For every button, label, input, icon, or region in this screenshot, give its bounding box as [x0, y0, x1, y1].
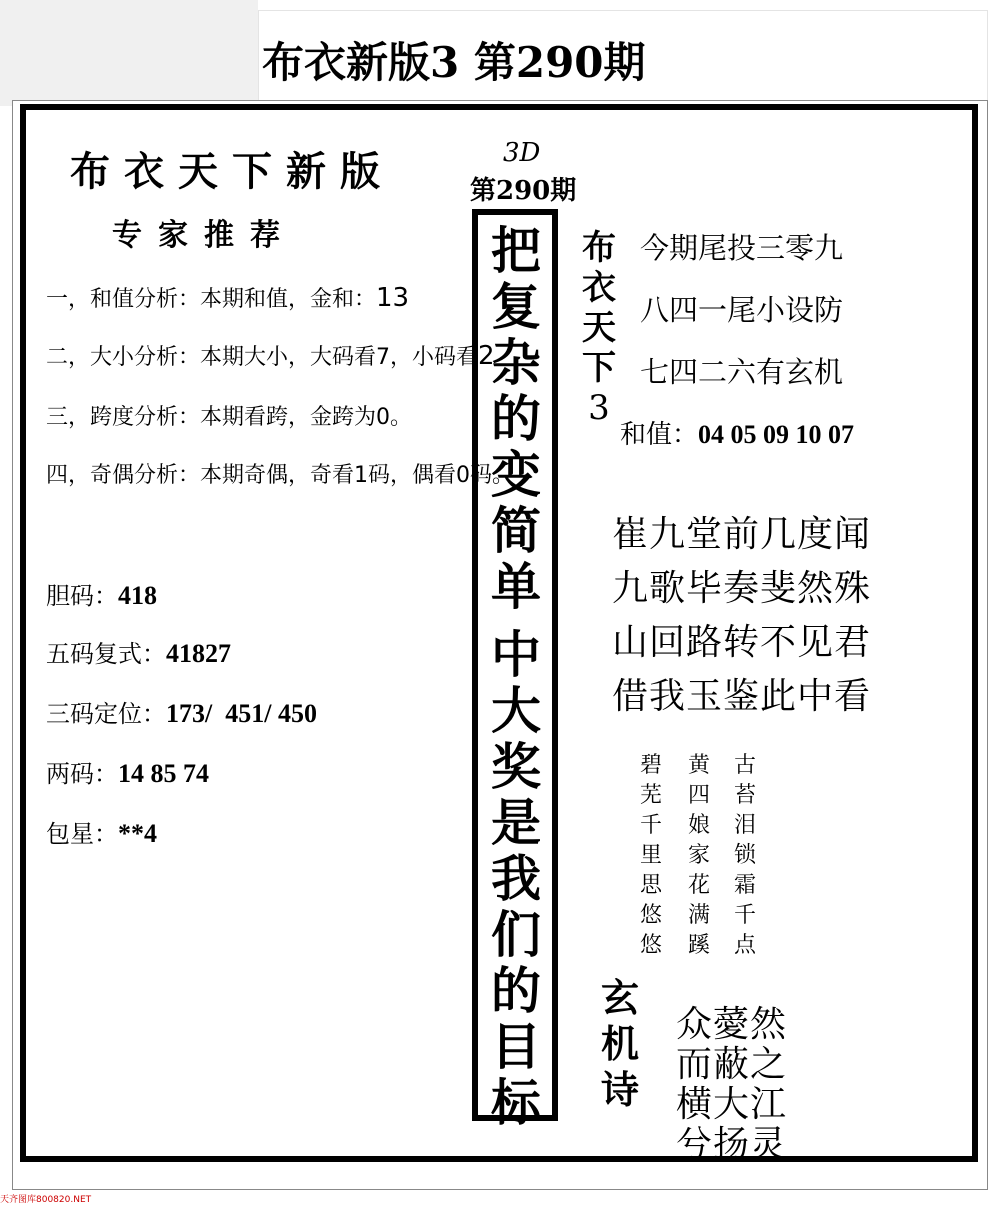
grid-char: 点	[734, 933, 757, 958]
analysis-label: 二，大小分析：本期大小，大码看7，小码看	[46, 345, 478, 370]
slogan-char: 的	[491, 961, 541, 1020]
rhyme-line-1: 今期尾投三零九	[640, 231, 844, 265]
pick-value: 173/ 451/ 450	[166, 699, 317, 728]
grid-char: 锁	[734, 843, 757, 868]
slogan-char: 把	[491, 221, 541, 280]
pick-two-code	[46, 754, 209, 789]
footer-watermark: 天齐图库800820.NET	[0, 1195, 92, 1205]
pick-label: 三码定位：	[46, 700, 166, 728]
stamp-char: 布	[582, 228, 616, 268]
slogan-char: 变	[491, 445, 541, 504]
slogan-char: 奖	[491, 737, 541, 796]
issue-number: 第290期	[470, 176, 577, 206]
grid-char: 四	[688, 783, 711, 808]
mystery-title-char: 诗	[600, 1067, 639, 1112]
analysis-value: 13	[376, 283, 410, 313]
brand-title: 布衣天下新版	[70, 148, 394, 195]
stamp-char: 3	[588, 388, 610, 428]
mystery-poem-title	[598, 975, 642, 1113]
pick-label: 胆码：	[46, 582, 118, 610]
rhyme-line-3: 七四二六有玄机	[640, 355, 844, 389]
analysis-line-4	[46, 458, 514, 489]
grid-char: 里	[640, 843, 663, 868]
slogan-char: 们	[491, 905, 541, 964]
pick-bao-xing	[46, 814, 157, 849]
pick-three-position	[46, 694, 317, 729]
poem-line-1: 崔九堂前几度闻	[612, 514, 872, 555]
sum-values: 04 05 09 10 07	[698, 420, 855, 449]
pick-value: **4	[118, 819, 157, 848]
grid-char: 芜	[640, 783, 663, 808]
slogan-char: 单	[491, 557, 541, 616]
grid-char: 悠	[640, 903, 663, 928]
slogan-char: 中	[491, 625, 541, 684]
grid-char: 千	[640, 813, 663, 838]
issue-3d: 3D	[503, 138, 541, 168]
pick-label: 五码复式：	[46, 640, 166, 668]
analysis-label: 一，和值分析：本期和值，金和：	[46, 287, 377, 312]
grid-char: 满	[688, 903, 711, 928]
rhyme-line-2: 八四一尾小设防	[640, 293, 844, 327]
stamp-brand	[574, 228, 624, 428]
poem-line-2: 九歌毕奏斐然殊	[612, 568, 872, 609]
mystery-title-char: 玄	[600, 975, 639, 1020]
pick-value: 418	[118, 581, 157, 610]
grid-char: 霜	[734, 873, 757, 898]
header-left-panel	[0, 0, 258, 106]
grid-char: 泪	[734, 813, 757, 838]
pick-value: 14 85 74	[118, 759, 209, 788]
grid-char: 蹊	[688, 933, 711, 958]
mystery-line-4: 兮扬灵	[676, 1124, 788, 1165]
pick-value: 41827	[166, 639, 231, 668]
slogan-char: 我	[491, 849, 541, 908]
slogan-char: 是	[491, 793, 541, 852]
grid-char: 千	[734, 903, 757, 928]
poem-line-3: 山回路转不见君	[612, 622, 872, 663]
analysis-label: 三，跨度分析：本期看跨，金跨为0。	[46, 405, 412, 430]
analysis-line-3	[46, 400, 412, 431]
stamp-char: 下	[582, 348, 616, 388]
slogan-char: 简	[491, 501, 541, 560]
analysis-label: 四，奇偶分析：本期奇偶，奇看1码，偶看0码。	[46, 463, 514, 488]
mystery-title-char: 机	[600, 1021, 639, 1066]
grid-char: 思	[640, 873, 663, 898]
slogan-char: 复	[491, 277, 541, 336]
slogan-char: 大	[491, 681, 541, 740]
slogan-char: 杂	[491, 333, 541, 392]
sum-label: 和值：	[620, 420, 699, 450]
expert-subtitle: 专家推荐	[112, 218, 296, 253]
mystery-line-2: 而蔽之	[676, 1044, 788, 1085]
mystery-line-3: 横大江	[676, 1084, 788, 1125]
pick-label: 包星：	[46, 820, 118, 848]
analysis-value: 2	[478, 341, 495, 371]
pick-five-code	[46, 634, 231, 669]
slogan-char: 标	[491, 1073, 541, 1132]
grid-char: 娘	[688, 813, 711, 838]
slogan-char: 的	[491, 389, 541, 448]
grid-char: 黄	[688, 753, 711, 778]
grid-char: 家	[688, 843, 711, 868]
mystery-line-1: 众薆然	[676, 1004, 788, 1045]
analysis-line-1	[46, 282, 409, 313]
grid-char: 花	[688, 873, 711, 898]
analysis-line-2	[46, 340, 495, 371]
grid-char: 古	[734, 753, 757, 778]
slogan-char: 目	[491, 1017, 541, 1076]
page-title: 布衣新版3 第290期	[262, 38, 646, 87]
grid-char: 悠	[640, 933, 663, 958]
grid-char: 苔	[734, 783, 757, 808]
stamp-char: 天	[582, 308, 616, 348]
poem-line-4: 借我玉鉴此中看	[612, 676, 872, 717]
stamp-char: 衣	[582, 268, 616, 308]
pick-dan	[46, 576, 157, 611]
grid-char: 碧	[640, 753, 663, 778]
sum-values-line	[620, 414, 854, 451]
pick-label: 两码：	[46, 760, 118, 788]
